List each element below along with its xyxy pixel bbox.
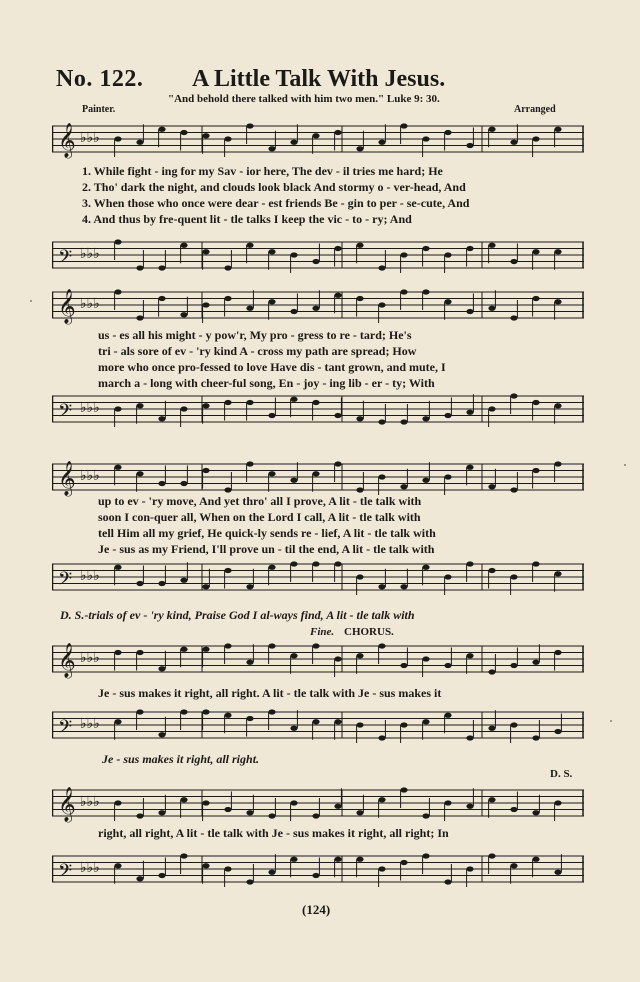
note-head <box>246 123 253 128</box>
composer-credit: Painter. <box>82 104 116 115</box>
note-head <box>488 484 495 489</box>
note-head <box>158 581 165 586</box>
note-head <box>378 419 385 424</box>
note-head <box>224 807 231 812</box>
ds-marking: D. S. <box>550 768 573 780</box>
note-head <box>532 561 539 566</box>
note-head <box>312 719 319 724</box>
note-head <box>444 413 451 418</box>
note-head <box>114 136 121 141</box>
bass-staff <box>52 706 584 742</box>
note-head <box>246 461 253 466</box>
key-flats-icon: ♭♭♭ <box>80 716 100 732</box>
bass-chorus-lyric: Je - sus makes it right, all right. <box>102 752 260 766</box>
treble-staff <box>52 458 584 496</box>
note-head <box>334 656 341 661</box>
note-head <box>268 643 275 648</box>
treble-staff <box>52 120 584 158</box>
note-head <box>554 571 561 576</box>
note-head <box>532 400 539 405</box>
note-head <box>532 810 539 815</box>
note-head <box>268 565 275 570</box>
note-head <box>510 140 517 145</box>
note-head <box>202 133 209 138</box>
note-head <box>136 471 143 476</box>
note-head <box>136 876 143 881</box>
note-head <box>312 259 319 264</box>
verse-line-3: more who once pro-fessed to love Have dis - tant grown, and mute, I <box>98 360 446 374</box>
note-head <box>290 561 297 566</box>
note-head <box>290 857 297 862</box>
note-head <box>422 565 429 570</box>
key-flats-icon: ♭♭♭ <box>80 568 100 584</box>
scripture-quote: "And behold there talked with him two men." Luke 9: 30. <box>168 93 440 105</box>
note-head <box>312 133 319 138</box>
note-head <box>378 584 385 589</box>
verse-line-2: soon I con-quer all, When on the Lord I call, A lit - tle talk with <box>98 510 421 524</box>
note-head <box>466 246 473 251</box>
key-flats-icon: ♭♭♭ <box>80 468 100 484</box>
note-head <box>224 487 231 492</box>
note-head <box>180 406 187 411</box>
note-head <box>422 136 429 141</box>
note-head <box>532 857 539 862</box>
note-head <box>158 265 165 270</box>
hymn-title: A Little Talk With Jesus. <box>192 66 446 92</box>
note-head <box>554 800 561 805</box>
note-head <box>114 650 121 655</box>
treble-clef-icon: 𝄞 <box>58 123 76 158</box>
note-head <box>400 484 407 489</box>
note-head <box>488 306 495 311</box>
note-head <box>378 735 385 740</box>
note-head <box>158 481 165 486</box>
note-head <box>488 406 495 411</box>
note-head <box>158 810 165 815</box>
note-head <box>136 813 143 818</box>
bass-staff <box>52 850 584 886</box>
note-head <box>466 410 473 415</box>
note-head <box>356 243 363 248</box>
note-head <box>510 663 517 668</box>
key-flats-icon: ♭♭♭ <box>80 246 100 262</box>
note-head <box>202 403 209 408</box>
note-head <box>532 296 539 301</box>
bass-clef-icon: 𝄢 <box>58 861 73 886</box>
note-head <box>158 416 165 421</box>
note-head <box>136 650 143 655</box>
note-head <box>466 866 473 871</box>
note-head <box>290 309 297 314</box>
note-head <box>202 709 209 714</box>
note-head <box>444 130 451 135</box>
note-head <box>422 813 429 818</box>
note-head <box>290 478 297 483</box>
note-head <box>466 735 473 740</box>
chorus-lyric: Je - sus makes it right, all right. A lit - tle talk with Je - sus makes it <box>98 686 442 700</box>
note-head <box>312 306 319 311</box>
note-head <box>158 732 165 737</box>
note-head <box>444 713 451 718</box>
note-head <box>224 643 231 648</box>
note-head <box>290 140 297 145</box>
note-head <box>334 561 341 566</box>
note-head <box>334 130 341 135</box>
verse-line-2: tri - als sore of ev - 'ry kind A - cross my path are spread; How <box>98 344 417 358</box>
note-head <box>334 293 341 298</box>
note-head <box>136 315 143 320</box>
note-head <box>422 289 429 294</box>
key-flats-icon: ♭♭♭ <box>80 794 100 810</box>
note-head <box>466 653 473 658</box>
note-head <box>202 584 209 589</box>
note-head <box>290 726 297 731</box>
note-head <box>356 722 363 727</box>
treble-clef-icon: 𝄞 <box>58 643 76 678</box>
note-head <box>554 403 561 408</box>
treble-staff <box>52 784 584 822</box>
note-head <box>466 465 473 470</box>
note-head <box>224 136 231 141</box>
note-head <box>466 309 473 314</box>
treble-clef-icon: 𝄞 <box>58 289 76 324</box>
note-head <box>136 265 143 270</box>
note-head <box>114 406 121 411</box>
note-head <box>466 804 473 809</box>
note-head <box>268 813 275 818</box>
note-head <box>180 797 187 802</box>
note-head <box>268 146 275 151</box>
note-head <box>532 735 539 740</box>
note-head <box>334 461 341 466</box>
note-head <box>180 853 187 858</box>
key-flats-icon: ♭♭♭ <box>80 130 100 146</box>
note-head <box>224 568 231 573</box>
note-head <box>334 413 341 418</box>
hymn-number: No. 122. <box>56 66 144 92</box>
paper-speck <box>30 300 32 302</box>
verse-line-3: tell Him all my grief, He quick-ly sends re - lief, A lit - tle talk with <box>98 526 436 540</box>
paper-speck <box>610 720 612 722</box>
note-head <box>532 660 539 665</box>
note-head <box>356 653 363 658</box>
note-head <box>268 870 275 875</box>
note-head <box>444 474 451 479</box>
key-flats-icon: ♭♭♭ <box>80 650 100 666</box>
note-head <box>554 870 561 875</box>
bass-clef-icon: 𝄢 <box>58 717 73 742</box>
note-head <box>488 797 495 802</box>
note-head <box>378 302 385 307</box>
note-head <box>136 709 143 714</box>
note-head <box>378 866 385 871</box>
note-head <box>246 716 253 721</box>
note-head <box>356 857 363 862</box>
note-head <box>532 136 539 141</box>
note-head <box>180 130 187 135</box>
note-head <box>114 863 121 868</box>
note-head <box>290 800 297 805</box>
note-head <box>444 800 451 805</box>
note-head <box>400 663 407 668</box>
note-head <box>224 265 231 270</box>
note-head <box>356 296 363 301</box>
note-head <box>488 127 495 132</box>
note-head <box>180 312 187 317</box>
note-head <box>422 853 429 858</box>
note-head <box>422 478 429 483</box>
note-head <box>378 265 385 270</box>
note-head <box>444 252 451 257</box>
note-head <box>158 873 165 878</box>
note-head <box>202 468 209 473</box>
note-head <box>400 787 407 792</box>
note-head <box>400 252 407 257</box>
note-head <box>400 860 407 865</box>
verse-line-4: 4. And thus by fre-quent lit - tle talks I keep the vic - to - ry; And <box>82 212 412 226</box>
note-head <box>224 866 231 871</box>
verse-line-1: 1. While fight - ing for my Sav - ior here, The dev - il tries me hard; He <box>82 164 443 178</box>
note-head <box>158 666 165 671</box>
treble-staff <box>52 286 584 324</box>
ds-verse-line: D. S.-trials of ev - 'ry kind, Praise God I al-ways find, A lit - tle talk with <box>60 608 415 622</box>
note-head <box>114 565 121 570</box>
note-head <box>312 561 319 566</box>
treble-staff <box>52 640 584 678</box>
note-head <box>554 127 561 132</box>
note-head <box>554 461 561 466</box>
note-head <box>114 465 121 470</box>
bass-staff <box>52 390 584 426</box>
note-head <box>268 709 275 714</box>
note-head <box>202 800 209 805</box>
note-head <box>554 650 561 655</box>
note-head <box>444 879 451 884</box>
note-head <box>510 259 517 264</box>
note-head <box>202 647 209 652</box>
note-head <box>268 299 275 304</box>
note-head <box>290 397 297 402</box>
note-head <box>444 574 451 579</box>
note-head <box>136 581 143 586</box>
note-head <box>114 719 121 724</box>
note-head <box>202 302 209 307</box>
note-head <box>466 561 473 566</box>
note-head <box>422 656 429 661</box>
bass-clef-icon: 𝄢 <box>58 569 73 594</box>
note-head <box>180 481 187 486</box>
key-flats-icon: ♭♭♭ <box>80 860 100 876</box>
note-head <box>510 393 517 398</box>
note-head <box>246 660 253 665</box>
note-head <box>400 584 407 589</box>
note-head <box>312 471 319 476</box>
treble-clef-icon: 𝄞 <box>58 461 76 496</box>
verse-line-1: us - es all his might - y pow'r, My pro - gress to re - tard; He's <box>98 328 412 342</box>
note-head <box>202 249 209 254</box>
note-head <box>136 140 143 145</box>
note-head <box>422 719 429 724</box>
note-head <box>554 249 561 254</box>
note-head <box>158 296 165 301</box>
note-head <box>268 471 275 476</box>
note-head <box>246 400 253 405</box>
note-head <box>246 584 253 589</box>
note-head <box>312 873 319 878</box>
note-head <box>290 252 297 257</box>
chorus-lyric: right, all right, A lit - tle talk with Je - sus makes it right, all right; In <box>98 826 449 840</box>
note-head <box>114 239 121 244</box>
note-head <box>444 663 451 668</box>
note-head <box>180 578 187 583</box>
note-head <box>488 669 495 674</box>
note-head <box>378 643 385 648</box>
verse-line-1: up to ev - 'ry move, And yet thro' all I prove, A lit - tle talk with <box>98 494 422 508</box>
note-head <box>510 807 517 812</box>
bass-staff <box>52 558 584 594</box>
note-head <box>378 474 385 479</box>
note-head <box>488 853 495 858</box>
note-head <box>268 249 275 254</box>
note-head <box>488 726 495 731</box>
note-head <box>334 719 341 724</box>
verse-line-2: 2. Tho' dark the night, and clouds look black And stormy o - ver-head, And <box>82 180 466 194</box>
note-head <box>136 403 143 408</box>
note-head <box>246 306 253 311</box>
treble-clef-icon: 𝄞 <box>58 787 76 822</box>
note-head <box>510 863 517 868</box>
note-head <box>224 296 231 301</box>
bass-staff <box>52 236 584 272</box>
verse-line-4: Je - sus as my Friend, I'll prove un - til the end, A lit - tle talk with <box>98 542 435 556</box>
note-head <box>114 289 121 294</box>
note-head <box>180 243 187 248</box>
note-head <box>312 813 319 818</box>
note-head <box>510 315 517 320</box>
note-head <box>422 246 429 251</box>
fine-marking: Fine. <box>310 626 335 638</box>
note-head <box>268 413 275 418</box>
note-head <box>356 574 363 579</box>
verse-line-4: march a - long with cheer-ful song, En - joy - ing lib - er - ty; With <box>98 376 435 390</box>
note-head <box>180 647 187 652</box>
note-head <box>246 810 253 815</box>
page-number: (124) <box>302 902 331 917</box>
note-head <box>180 709 187 714</box>
chorus-marking: CHORUS. <box>344 626 394 638</box>
note-head <box>356 810 363 815</box>
note-head <box>202 863 209 868</box>
key-flats-icon: ♭♭♭ <box>80 296 100 312</box>
note-head <box>510 722 517 727</box>
arranger-credit: Arranged <box>514 104 556 115</box>
bass-clef-icon: 𝄢 <box>58 247 73 272</box>
note-head <box>532 249 539 254</box>
verse-line-3: 3. When those who once were dear - est friends Be - gin to per - se-cute, And <box>82 196 470 210</box>
note-head <box>400 722 407 727</box>
note-head <box>224 713 231 718</box>
note-head <box>246 243 253 248</box>
note-head <box>510 487 517 492</box>
note-head <box>510 574 517 579</box>
note-head <box>356 416 363 421</box>
note-head <box>290 653 297 658</box>
note-head <box>378 797 385 802</box>
note-head <box>334 246 341 251</box>
note-head <box>444 299 451 304</box>
bass-clef-icon: 𝄢 <box>58 401 73 426</box>
note-head <box>400 123 407 128</box>
note-head <box>488 243 495 248</box>
paper-speck <box>624 464 626 466</box>
note-head <box>554 299 561 304</box>
note-head <box>356 146 363 151</box>
note-head <box>224 400 231 405</box>
note-head <box>400 419 407 424</box>
note-head <box>532 468 539 473</box>
note-head <box>400 289 407 294</box>
note-head <box>466 143 473 148</box>
note-head <box>334 857 341 862</box>
note-head <box>334 804 341 809</box>
note-head <box>422 416 429 421</box>
note-head <box>312 643 319 648</box>
note-head <box>356 487 363 492</box>
note-head <box>114 800 121 805</box>
note-head <box>554 729 561 734</box>
note-head <box>158 127 165 132</box>
note-head <box>312 400 319 405</box>
key-flats-icon: ♭♭♭ <box>80 400 100 416</box>
note-head <box>378 140 385 145</box>
note-head <box>488 568 495 573</box>
note-head <box>246 879 253 884</box>
